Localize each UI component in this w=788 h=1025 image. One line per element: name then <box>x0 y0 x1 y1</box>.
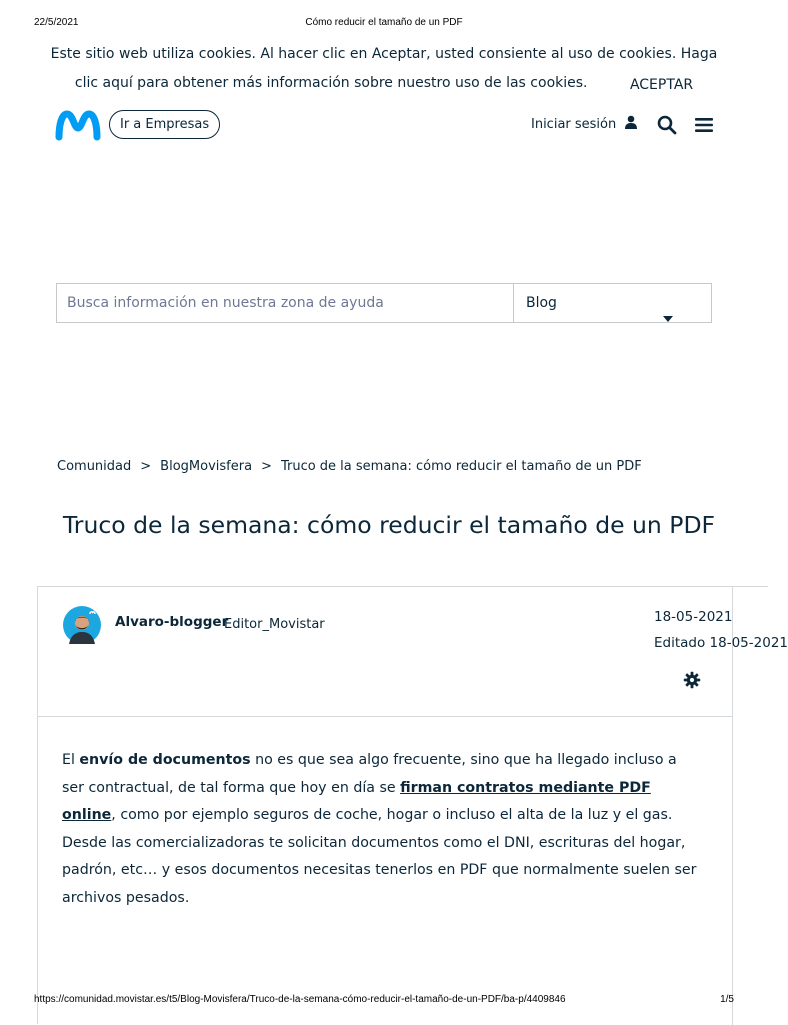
cookie-banner <box>40 40 728 98</box>
print-page-number: 1/5 <box>720 994 734 1005</box>
caret-down-icon <box>663 299 673 337</box>
go-to-business-button[interactable]: Ir a Empresas <box>109 110 220 139</box>
breadcrumb-separator: > <box>261 459 272 474</box>
post-body-text: , como por ejemplo seguros de coche, hogar o incluso el alta de la luz y el gas. Desde las comercializadoras te solicitan documentos como el DNI, escrituras del hogar, padrón, etc… y esos documentos necesitas tenerlos en PDF que normalmente suelen ser archivos pesados. <box>62 807 697 906</box>
blog-post <box>37 586 788 1024</box>
search-input[interactable] <box>57 284 514 322</box>
post-date: 18-05-2021 <box>654 609 733 625</box>
search-icon[interactable] <box>657 115 677 135</box>
menu-icon[interactable] <box>694 115 714 135</box>
page-title: Truco de la semana: cómo reducir el tamaño de un PDF <box>62 511 716 539</box>
help-search-bar <box>56 283 712 323</box>
search-scope-value: Blog <box>526 295 557 311</box>
pdf-contracts-link[interactable]: firman contratos mediante PDF online <box>62 779 651 823</box>
print-footer <box>0 994 768 1008</box>
post-body-text: no es que sea algo frecuente, sino que ha llegado incluso a ser contractual, de tal forma que hoy en día se <box>62 752 677 796</box>
print-document-title: Cómo reducir el tamaño de un PDF <box>305 17 463 28</box>
post-body <box>62 747 702 912</box>
cookie-banner-text: Este sitio web utiliza cookies. Al hacer clic en Aceptar, usted consiente al uso de cookies. Haga clic aquí para obtener más información sobre nuestro uso de las cookies. <box>50 46 718 91</box>
author-rank: Editor_Movistar <box>224 617 325 632</box>
search-scope-select[interactable] <box>514 284 711 322</box>
site-header <box>56 106 714 144</box>
breadcrumb-item-blog[interactable]: BlogMovisfera <box>160 459 253 474</box>
print-header <box>0 17 768 31</box>
post-edited-date: Editado 18-05-2021 <box>654 635 788 651</box>
login-link[interactable] <box>531 115 638 133</box>
breadcrumb-item-community[interactable]: Comunidad <box>57 459 132 474</box>
print-date: 22/5/2021 <box>34 17 79 28</box>
breadcrumb <box>57 459 642 474</box>
card-divider <box>38 716 732 717</box>
user-icon <box>624 115 638 133</box>
author-avatar[interactable] <box>63 606 101 644</box>
breadcrumb-separator: > <box>140 459 152 474</box>
login-label: Iniciar sesión <box>531 116 617 132</box>
post-body-text: El <box>62 752 80 768</box>
print-page-url: https://comunidad.movistar.es/t5/Blog-Movisfera/Truco-de-la-semana-cómo-reducir-el-tamaño-de-un-PDF/ba-p/4409846 <box>34 994 566 1005</box>
movistar-logo-icon[interactable] <box>56 110 100 142</box>
cookie-accept-button[interactable]: ACEPTAR <box>630 71 693 100</box>
card-divider <box>732 587 733 1025</box>
post-body-bold: envío de documentos <box>79 752 251 768</box>
breadcrumb-item-current: Truco de la semana: cómo reducir el tamaño de un PDF <box>280 459 642 474</box>
gear-icon[interactable] <box>683 671 701 689</box>
author-name[interactable]: Alvaro-blogger <box>115 614 229 630</box>
